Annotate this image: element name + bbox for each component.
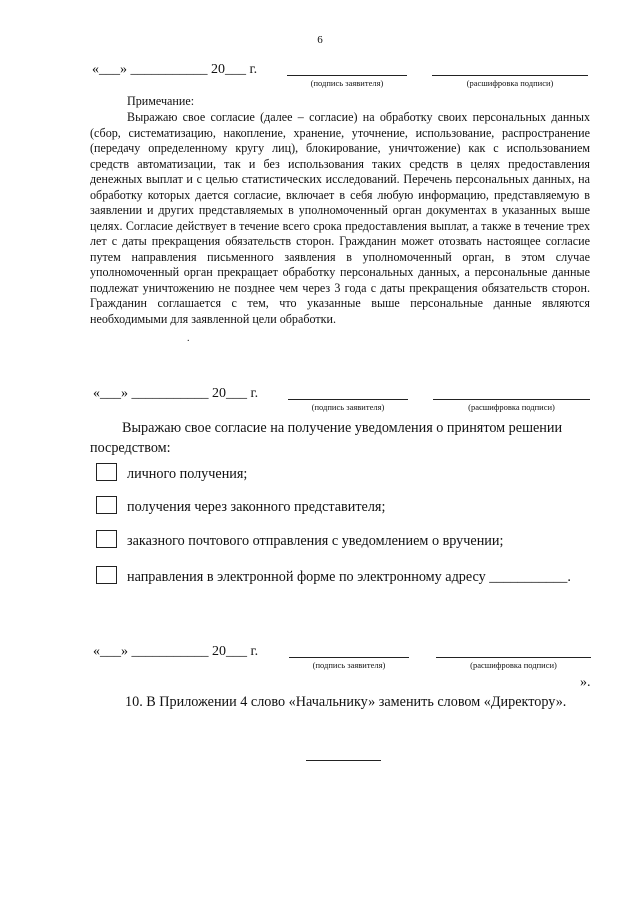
- date-field[interactable]: «___» ___________ 20___ г.: [92, 62, 258, 77]
- decryption-label: (расшифровка подписи): [468, 402, 555, 412]
- closing-quote: ».: [580, 675, 591, 690]
- signature-block-2: [0, 386, 640, 420]
- decryption-line[interactable]: [433, 399, 590, 400]
- option-label: личного получения;: [127, 466, 248, 482]
- signature-block-1: [0, 62, 640, 96]
- signature-line[interactable]: [287, 75, 407, 76]
- signature-label: (подпись заявителя): [310, 78, 384, 88]
- checkbox[interactable]: [96, 530, 117, 548]
- decryption-label: (расшифровка подписи): [466, 78, 554, 88]
- date-field[interactable]: «___» ___________ 20___ г.: [93, 386, 259, 401]
- note-paragraph: Выражаю свое согласие (далее – согласие) на обработку своих персональных данных (сбор, систематизацию, накопление, хранение, уточнение, использование, распространение (передачу определенному кругу лиц), блокирование, уничтожение) как с использованием средств автоматизации, так и без использования таких средств в целях предоставления денежных выплат и с целью статистических исследований. Перечень персональных данных, на обработку которых дается согласие, включает в себя любую информацию, представляемую в заявлении и других представляемых в уполномоченный орган документах в указанных выше целях. Согласие действует в течение всего срока предоставления выплат, а также в течение трех лет с даты прекращения обязательств сторон. Гражданин может отозвать настоящее согласие путем направления письменного заявления в уполномоченный орган, в этом случае уполномоченный орган прекращает обработку персональных данных, а персональные данные подлежат уничтожению не позднее чем через 3 года с даты прекращения обязательств сторон. Гражданин соглашается с тем, что указанные выше персональные данные являются необходимыми для заявленной цели обработки.: [90, 110, 590, 326]
- checkbox[interactable]: [96, 496, 117, 514]
- checkbox[interactable]: [96, 566, 117, 584]
- checkbox[interactable]: [96, 463, 117, 481]
- decryption-line[interactable]: [432, 75, 588, 76]
- note-title: Примечание:: [127, 94, 195, 108]
- option-label: направления в электронной форме по электронному адресу ___________.: [127, 569, 571, 585]
- date-field[interactable]: «___» ___________ 20___ г.: [93, 644, 259, 659]
- consent-text: Выражаю свое согласие на получение уведомления о принятом решении посредством:: [90, 420, 563, 456]
- signature-line[interactable]: [288, 399, 408, 400]
- item-10-text: 10. В Приложении 4 слово «Начальнику» заменить словом «Директору».: [125, 694, 567, 710]
- signature-block-3: [0, 644, 640, 678]
- decryption-label: (расшифровка подписи): [470, 660, 557, 670]
- decryption-line[interactable]: [436, 657, 591, 658]
- signature-label: (подпись заявителя): [312, 660, 386, 670]
- option-label: заказного почтового отправления с уведомлением о вручении;: [127, 533, 504, 549]
- option-label: получения через законного представителя;: [127, 499, 386, 515]
- signature-label: (подпись заявителя): [311, 402, 385, 412]
- signature-line[interactable]: [289, 657, 409, 658]
- page-number: 6: [317, 34, 323, 46]
- stray-dot: .: [187, 333, 190, 344]
- end-divider: [306, 760, 381, 761]
